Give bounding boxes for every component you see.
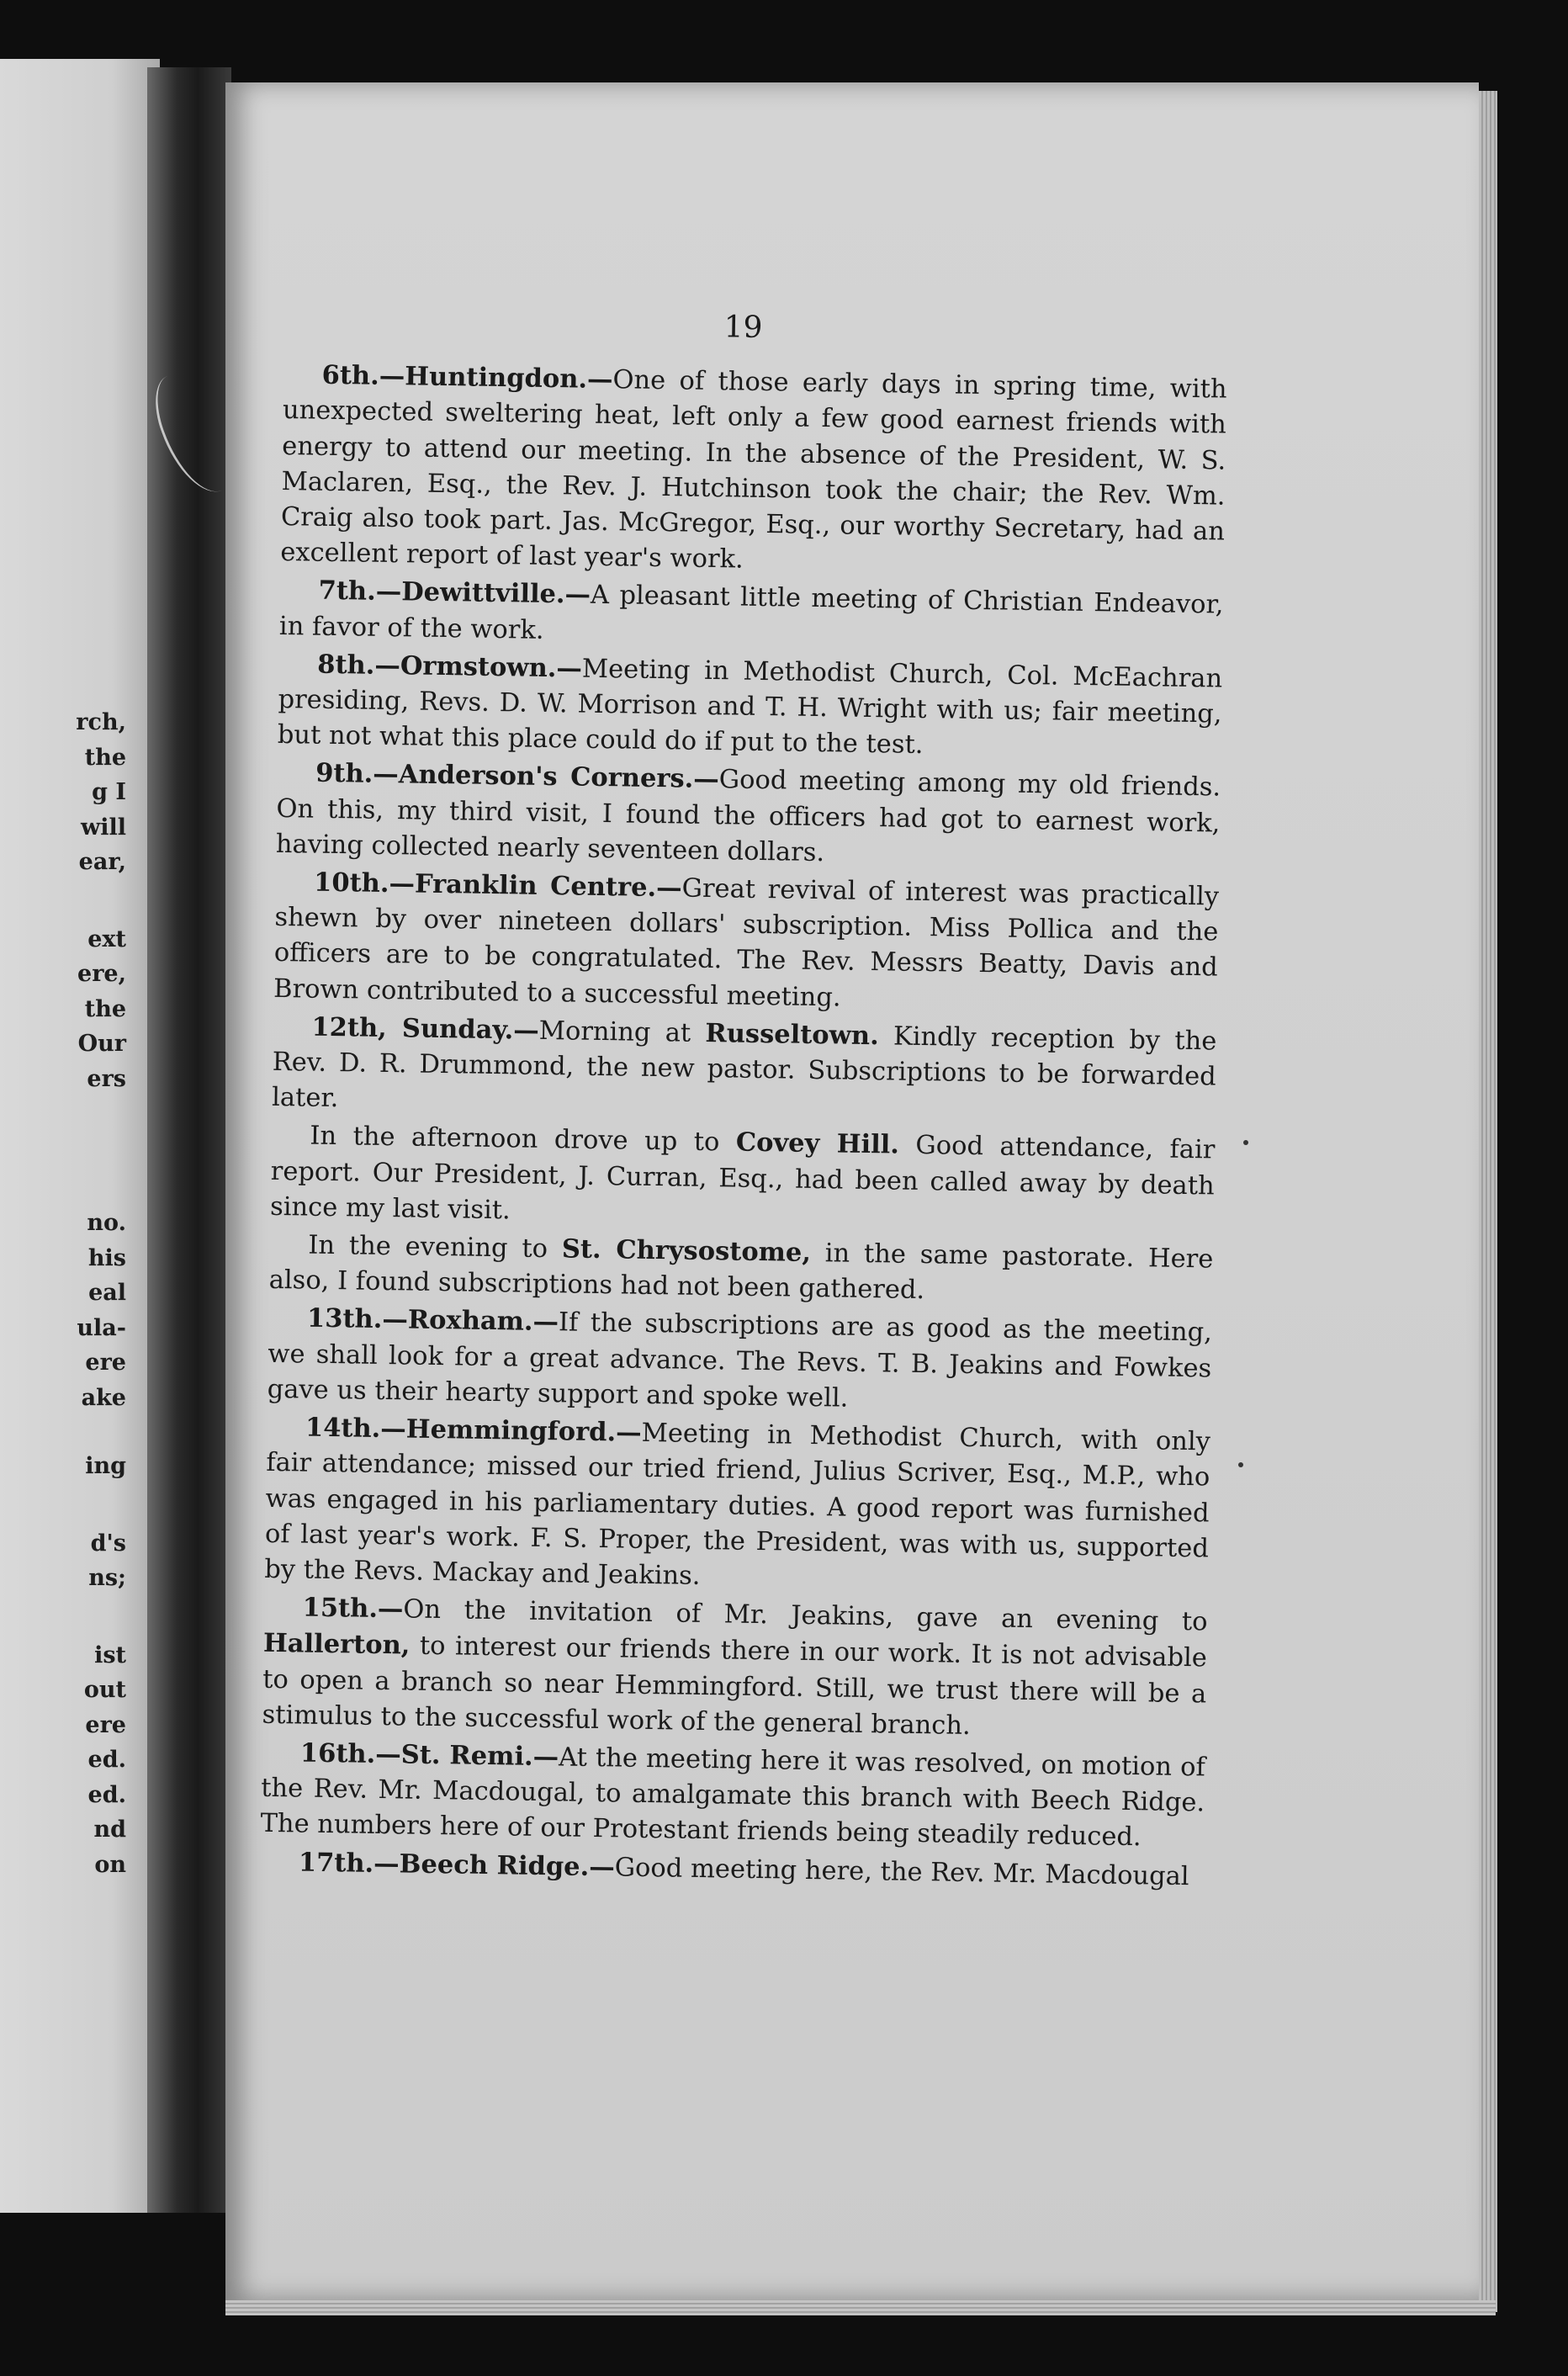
diary-entry	[280, 357, 1227, 586]
entry-text: Good attendance, fair report. Our President, J. Curran, Esq., had been called away by death since my last visit.	[269, 1131, 1216, 1226]
entry-text: Good meeting here, the Rev. Mr. Macdougal	[614, 1852, 1189, 1891]
left-page-fragment: ake	[81, 1384, 126, 1411]
page-text-block	[260, 303, 1228, 1896]
left-page-fragment: eal	[88, 1280, 126, 1306]
left-page-fragment: ula-	[77, 1314, 126, 1341]
left-page-text-fragments	[0, 705, 126, 1882]
left-page-fragment: d's	[90, 1530, 126, 1557]
entry-text: Kindly reception by the Rev. D. R. Drummond, the new pastor. Subscriptions to be forwarded later.	[271, 1021, 1217, 1114]
entry-place: Russeltown.	[705, 1017, 880, 1052]
diary-entry	[264, 1409, 1210, 1603]
entry-text: to interest our friends there in our work. It is not advisable to open a branch so near Hemmingford. Still, we trust there will be a stimulus to the successful work of the general branch.	[262, 1631, 1208, 1741]
entry-text: One of those early days in spring time, with unexpected sweltering heat, left only a few good earnest friends with energy to attend our meeting. In the absence of the President, W. S. Maclaren, Esq., the Rev. J. Hutchinson took the chair; the Rev. Wm. Craig also took part. Jas. McGregor, Esq., our worthy Secretary, had an excellent report of last year's work.	[280, 365, 1227, 575]
page-number: 19	[723, 310, 763, 345]
entry-text: If the subscriptions are as good as the meeting, we shall look for a great advance. The Revs. T. B. Jeakins and Fowkes gave us their hearty support and spoke well.	[267, 1307, 1213, 1413]
left-page-fragment: ear,	[78, 849, 126, 875]
fragment-gap	[0, 1415, 126, 1449]
entry-text: Great revival of interest was practically shewn by over nineteen dollars' subscription. Miss Pollica and the officers are to be congratulated. The Rev. Messrs Beatty, Davis and Brown contributed to a successful meeting.	[273, 873, 1220, 1013]
entry-text: A pleasant little meeting of Christian Endeavor, in favor of the work.	[278, 581, 1224, 645]
page-edges-bottom	[225, 2300, 1496, 2315]
left-page-fragment: the	[84, 744, 126, 771]
left-page-fragment: ere	[85, 1711, 126, 1738]
diary-entry	[276, 755, 1221, 877]
entry-text: Morning at	[538, 1016, 706, 1048]
entry-text: In the afternoon drove up to	[310, 1122, 737, 1159]
entry-text: in the same pastorate. Here also, I found subscriptions had not been gathered.	[268, 1238, 1214, 1306]
diary-entries	[260, 357, 1227, 1895]
entry-text: Good meeting among my old friends. On this, my third visit, I found the officers had got to earnest work, having collected nearly seventeen dollars.	[275, 765, 1221, 868]
entry-heading: 6th.—Huntingdon.—	[321, 359, 613, 395]
left-page-fragment: his	[87, 1244, 126, 1271]
left-page-fragment: the	[84, 995, 126, 1022]
fragment-gap	[0, 880, 126, 922]
diary-entry	[279, 572, 1224, 659]
left-page-fragment: nd	[93, 1816, 126, 1843]
diary-entry	[270, 1117, 1216, 1239]
diary-entry	[260, 1735, 1205, 1857]
speck	[1238, 1462, 1243, 1467]
left-page-fragment: ext	[87, 925, 126, 952]
left-page-fragment: ns;	[88, 1565, 126, 1591]
diary-entry	[278, 646, 1223, 768]
left-page-fragment: ist	[94, 1641, 126, 1668]
entry-heading: 15th.—	[302, 1592, 404, 1625]
entry-heading: 17th.—Beech Ridge.—	[298, 1847, 616, 1882]
entry-text: At the meeting here it was resolved, on motion of the Rev. Mr. Macdougal, to amalgamate this branch with Beech Ridge. The numbers here of our Protestant friends being steadily reduced.	[260, 1742, 1206, 1853]
left-page-fragment: Our	[77, 1031, 126, 1057]
left-page-fragment: ed.	[87, 1747, 126, 1773]
left-page-fragment: ed.	[87, 1781, 126, 1808]
left-page-fragment: no.	[87, 1210, 126, 1236]
entry-text: On the invitation of Mr. Jeakins, gave an evening to	[403, 1594, 1208, 1637]
entry-heading: 7th.—Dewittville.—	[318, 575, 591, 611]
entry-heading: 14th.—Hemmingford.—	[305, 1412, 642, 1448]
entry-heading: 8th.—Ormstown.—	[316, 649, 583, 684]
left-page-fragment: rch,	[76, 709, 126, 735]
diary-entry	[267, 1300, 1212, 1422]
left-page-fragment: ers	[87, 1065, 126, 1092]
left-page-fragment: ere	[85, 1350, 126, 1376]
entry-heading: 10th.—Franklin Centre.—	[313, 867, 682, 904]
entry-place: St. Chrysostome,	[561, 1233, 812, 1269]
left-page-fragment: on	[94, 1851, 126, 1878]
speck	[1243, 1140, 1248, 1145]
entry-heading: 9th.—Anderson's Corners.—	[315, 758, 720, 795]
diary-entry	[268, 1227, 1213, 1313]
left-page-fragment: out	[83, 1677, 126, 1703]
fragment-gap	[0, 1096, 126, 1206]
fragment-gap	[0, 1484, 126, 1526]
left-page-fragment: ere,	[77, 961, 126, 987]
page-edges-right	[1479, 91, 1497, 2312]
entry-text: Meeting in Methodist Church, Col. McEachran presiding, Revs. D. W. Morrison and T. H. Wright with us; fair meeting, but not what this place could do if put to the test.	[277, 654, 1223, 761]
entry-heading: 16th.—St. Remi.—	[299, 1737, 559, 1773]
entry-text: Meeting in Methodist Church, with only fair attendance; missed our tried friend, Julius Scriver, Esq., M.P., who was engaged in his parliamentary duties. A good report was furnished of last year's work. F. S. Proper, the President, was with us, supported by the Revs. Mackay and Jeakins.	[264, 1418, 1211, 1591]
entry-text: In the evening to	[308, 1230, 563, 1265]
diary-entry	[272, 1009, 1217, 1131]
left-page-fragment: g I	[92, 779, 126, 805]
left-page-fragment: ing	[85, 1453, 126, 1479]
entry-place: Hallerton,	[262, 1628, 411, 1661]
fragment-gap	[0, 1596, 126, 1638]
diary-entry	[273, 864, 1220, 1021]
entry-heading: 13th.—Roxham.—	[306, 1303, 559, 1338]
left-page-fragment: will	[80, 814, 126, 841]
diary-entry	[262, 1589, 1208, 1748]
entry-heading: 12th, Sunday.—	[311, 1011, 540, 1046]
entry-place: Covey Hill.	[735, 1127, 900, 1161]
